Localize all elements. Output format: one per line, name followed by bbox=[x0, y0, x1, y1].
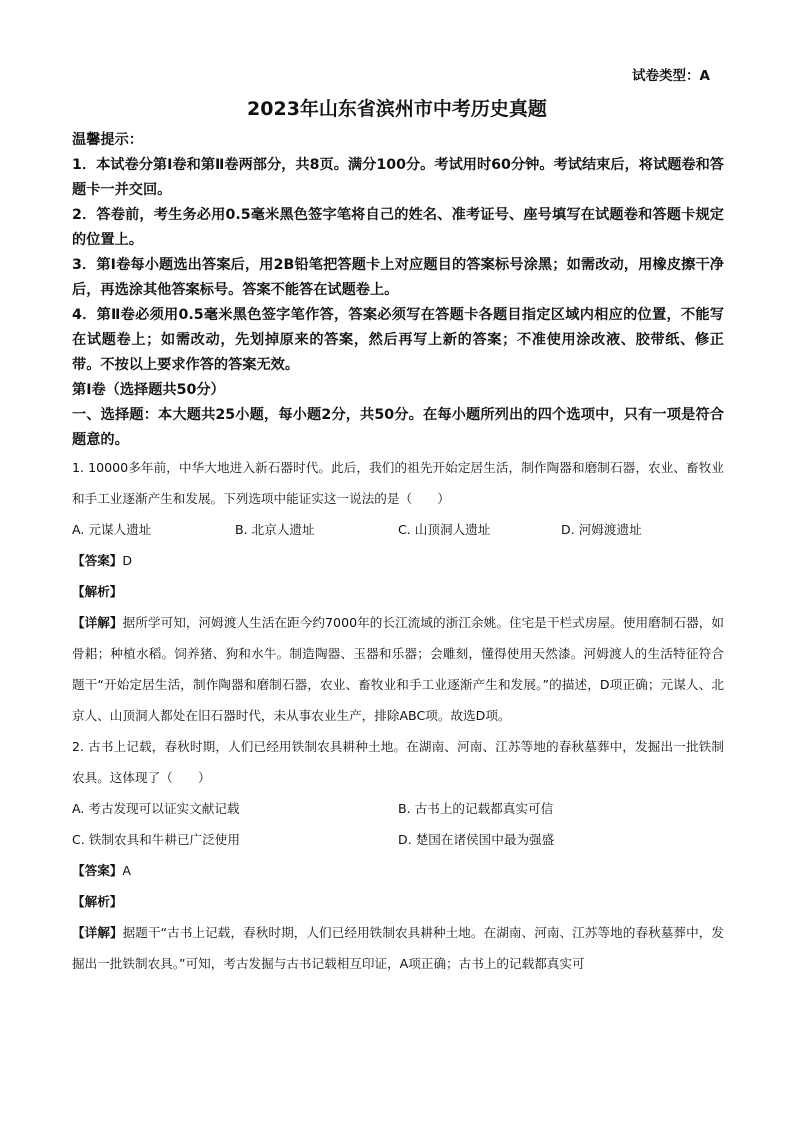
analysis-tag: 【解析】 bbox=[72, 584, 123, 599]
question-1-option-b: B. 北京人遗址 bbox=[235, 522, 315, 537]
analysis-tag: 【解析】 bbox=[72, 894, 123, 909]
question-1-answer bbox=[72, 545, 724, 576]
detail-tag: 【详解】 bbox=[72, 925, 123, 940]
question-2-detail bbox=[72, 917, 724, 979]
question-2-options-row-1 bbox=[72, 793, 724, 824]
question-2-option-b: B. 古书上的记载都真实可信 bbox=[398, 801, 554, 816]
notice-item-4: 4．第Ⅱ卷必须用0.5毫米黑色签字笔作答，答案必须写在答题卡各题目指定区域内相应的位置，不能写在试题卷上；如需改动，先划掉原来的答案，然后再写上新的答案；不准使用涂改液、胶带纸、修正带。不按以上要求作答的答案无效。 bbox=[72, 307, 724, 373]
question-2-options-row-2 bbox=[72, 824, 724, 855]
notice-item-2: 2．答卷前，考生务必用0.5毫米黑色签字笔将自己的姓名、准考证号、座号填写在试题卷和答题卡规定的位置上。 bbox=[72, 207, 724, 248]
answer-tag: 【答案】 bbox=[72, 553, 123, 568]
question-1-option-a: A. 元谋人遗址 bbox=[72, 522, 152, 537]
notice-item-1: 1．本试卷分第Ⅰ卷和第Ⅱ卷两部分，共8页。满分100分。考试用时60分钟。考试结束后，将试题卷和答题卡一并交回。 bbox=[72, 157, 724, 198]
question-2-option-d: D. 楚国在诸侯国中最为强盛 bbox=[398, 832, 555, 847]
question-2-option-c: C. 铁制农具和牛耕已广泛使用 bbox=[72, 832, 240, 847]
question-1-option-d: D. 河姆渡遗址 bbox=[561, 522, 642, 537]
notice-block bbox=[72, 128, 724, 453]
question-1-option-c: C. 山顶洞人遗址 bbox=[398, 522, 491, 537]
questions-area bbox=[72, 452, 724, 979]
notice-heading: 温馨提示： bbox=[72, 132, 143, 148]
exam-title: 2023年山东省滨州市中考历史真题 bbox=[247, 98, 547, 120]
detail-text: 据题干“古书上记载，春秋时期，人们已经用铁制农具耕种土地。在湖南、河南、江苏等地的春秋墓葬中，发掘出一批铁制农具。”可知，考古发掘与古书记载相互印证，A项正确；古书上的记载都真实可 bbox=[72, 925, 724, 971]
question-2-stem: 2. 古书上记载，春秋时期，人们已经用铁制农具耕种土地。在湖南、河南、江苏等地的春秋墓葬中，发掘出一批铁制农具。这体现了（ ） bbox=[72, 739, 724, 785]
question-1-stem: 1. 10000多年前，中华大地进入新石器时代。此后，我们的祖先开始定居生活，制作陶器和磨制石器，农业、畜牧业和手工业逐渐产生和发展。下列选项中能证实这一说法的是（ ） bbox=[72, 460, 724, 506]
answer-tag: 【答案】 bbox=[72, 863, 123, 878]
question-1-analysis-tag bbox=[72, 576, 724, 607]
question-2-analysis-tag bbox=[72, 886, 724, 917]
question-1-options bbox=[72, 514, 724, 545]
question-1-detail bbox=[72, 607, 724, 731]
detail-tag: 【详解】 bbox=[72, 615, 123, 630]
paper-type-label: 试卷类型：A bbox=[632, 68, 710, 84]
question-2-answer bbox=[72, 855, 724, 886]
answer-value: A bbox=[122, 863, 131, 878]
detail-text: 据所学可知，河姆渡人生活在距今约7000年的长江流域的浙江余姚。住宅是干栏式房屋。使用磨制石器，如骨耜；种植水稻。饲养猪、狗和水牛。制造陶器、玉器和乐器；会雕刻，懂得使用天然漆。河姆渡人的生活特征符合题干“开始定居生活，制作陶器和磨制石器，农业、畜牧业和手工业逐渐产生和发展。”的描述，D项正确；元谋人、北京人、山顶洞人都处在旧石器时代，未从事农业生产，排除ABC项。故选D项。 bbox=[72, 615, 724, 723]
question-2-option-a: A. 考古发现可以证实文献记载 bbox=[72, 801, 240, 816]
section-title: 第Ⅰ卷（选择题共50分） bbox=[72, 382, 225, 398]
notice-item-3: 3．第Ⅰ卷每小题选出答案后，用2B铅笔把答题卡上对应题目的答案标号涂黑；如需改动，用橡皮擦干净后，再选涂其他答案标号。答案不能答在试题卷上。 bbox=[72, 257, 724, 298]
answer-value: D bbox=[122, 553, 133, 568]
part-heading: 一、选择题：本大题共25小题，每小题2分，共50分。在每小题所列出的四个选项中，只有一项是符合题意的。 bbox=[72, 407, 724, 448]
